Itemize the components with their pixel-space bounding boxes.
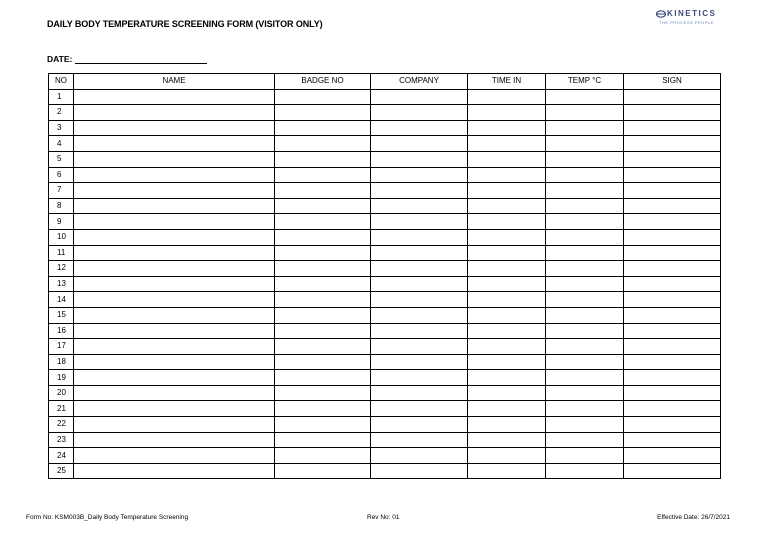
header-sign: SIGN (624, 74, 721, 90)
kinetics-logo-icon (656, 10, 666, 18)
date-input-line[interactable] (75, 55, 207, 64)
cell-badge-no[interactable] (275, 183, 371, 199)
header-company: COMPANY (371, 74, 468, 90)
cell-temp[interactable] (546, 276, 624, 292)
cell-sign[interactable] (624, 370, 721, 386)
row-number: 10 (49, 229, 74, 245)
logo-tagline: THE PROCESS PEOPLE (659, 20, 714, 25)
cell-name[interactable] (74, 245, 275, 261)
cell-company[interactable] (371, 292, 468, 308)
cell-name[interactable] (74, 354, 275, 370)
cell-name[interactable] (74, 292, 275, 308)
cell-sign[interactable] (624, 307, 721, 323)
row-number: 20 (49, 385, 74, 401)
cell-sign[interactable] (624, 261, 721, 277)
cell-badge-no[interactable] (275, 401, 371, 417)
header-badge-no: BADGE NO (275, 74, 371, 90)
row-number: 21 (49, 401, 74, 417)
footer-rev-no: Rev No: 01 (367, 514, 400, 521)
cell-company[interactable] (371, 354, 468, 370)
table-row (49, 167, 721, 183)
row-number: 18 (49, 354, 74, 370)
cell-sign[interactable] (624, 417, 721, 433)
table-row (49, 370, 721, 386)
cell-sign[interactable] (624, 198, 721, 214)
table-row (49, 151, 721, 167)
cell-time-in[interactable] (468, 448, 546, 464)
cell-badge-no[interactable] (275, 432, 371, 448)
cell-company[interactable] (371, 229, 468, 245)
cell-name[interactable] (74, 401, 275, 417)
cell-sign[interactable] (624, 448, 721, 464)
cell-sign[interactable] (624, 151, 721, 167)
cell-sign[interactable] (624, 463, 721, 479)
cell-temp[interactable] (546, 354, 624, 370)
table-row (49, 401, 721, 417)
cell-time-in[interactable] (468, 292, 546, 308)
cell-badge-no[interactable] (275, 354, 371, 370)
cell-temp[interactable] (546, 339, 624, 355)
cell-sign[interactable] (624, 214, 721, 230)
cell-company[interactable] (371, 339, 468, 355)
cell-company[interactable] (371, 167, 468, 183)
cell-temp[interactable] (546, 136, 624, 152)
cell-temp[interactable] (546, 323, 624, 339)
cell-temp[interactable] (546, 261, 624, 277)
cell-sign[interactable] (624, 245, 721, 261)
cell-name[interactable] (74, 417, 275, 433)
cell-badge-no[interactable] (275, 245, 371, 261)
cell-sign[interactable] (624, 401, 721, 417)
cell-temp[interactable] (546, 245, 624, 261)
cell-sign[interactable] (624, 183, 721, 199)
cell-name[interactable] (74, 183, 275, 199)
date-label: DATE: (47, 54, 73, 64)
row-number: 16 (49, 323, 74, 339)
cell-time-in[interactable] (468, 370, 546, 386)
cell-name[interactable] (74, 323, 275, 339)
cell-name[interactable] (74, 214, 275, 230)
cell-temp[interactable] (546, 105, 624, 121)
table-row (49, 229, 721, 245)
row-number: 19 (49, 370, 74, 386)
cell-badge-no[interactable] (275, 151, 371, 167)
cell-badge-no[interactable] (275, 448, 371, 464)
cell-temp[interactable] (546, 417, 624, 433)
cell-name[interactable] (74, 167, 275, 183)
cell-temp[interactable] (546, 307, 624, 323)
cell-badge-no[interactable] (275, 136, 371, 152)
cell-badge-no[interactable] (275, 229, 371, 245)
header-name: NAME (74, 74, 275, 90)
cell-temp[interactable] (546, 448, 624, 464)
cell-temp[interactable] (546, 183, 624, 199)
cell-sign[interactable] (624, 167, 721, 183)
footer-effective-date: Effective Date: 26/7/2021 (657, 514, 730, 521)
table-row (49, 198, 721, 214)
table-row (49, 183, 721, 199)
table-row (49, 307, 721, 323)
cell-sign[interactable] (624, 276, 721, 292)
header-no: NO (49, 74, 74, 90)
cell-badge-no[interactable] (275, 120, 371, 136)
cell-time-in[interactable] (468, 463, 546, 479)
cell-company[interactable] (371, 214, 468, 230)
cell-company[interactable] (371, 245, 468, 261)
row-number: 24 (49, 448, 74, 464)
table-row (49, 432, 721, 448)
cell-name[interactable] (74, 370, 275, 386)
row-number: 17 (49, 339, 74, 355)
cell-company[interactable] (371, 323, 468, 339)
cell-time-in[interactable] (468, 261, 546, 277)
cell-name[interactable] (74, 229, 275, 245)
cell-time-in[interactable] (468, 307, 546, 323)
cell-temp[interactable] (546, 120, 624, 136)
cell-name[interactable] (74, 89, 275, 105)
form-title: DAILY BODY TEMPERATURE SCREENING FORM (VISITOR ONLY) (47, 19, 323, 29)
cell-company[interactable] (371, 401, 468, 417)
table-row (49, 292, 721, 308)
cell-badge-no[interactable] (275, 198, 371, 214)
logo-brand-text: KINETICS (667, 9, 717, 18)
row-number: 14 (49, 292, 74, 308)
cell-temp[interactable] (546, 214, 624, 230)
table-row (49, 448, 721, 464)
cell-name[interactable] (74, 448, 275, 464)
cell-company[interactable] (371, 432, 468, 448)
cell-company[interactable] (371, 120, 468, 136)
table-row (49, 339, 721, 355)
cell-sign[interactable] (624, 136, 721, 152)
cell-time-in[interactable] (468, 105, 546, 121)
row-number: 23 (49, 432, 74, 448)
cell-badge-no[interactable] (275, 276, 371, 292)
table-row (49, 385, 721, 401)
cell-sign[interactable] (624, 432, 721, 448)
cell-name[interactable] (74, 105, 275, 121)
cell-time-in[interactable] (468, 183, 546, 199)
cell-time-in[interactable] (468, 417, 546, 433)
cell-company[interactable] (371, 183, 468, 199)
table-row (49, 105, 721, 121)
cell-time-in[interactable] (468, 136, 546, 152)
row-number: 22 (49, 417, 74, 433)
cell-company[interactable] (371, 89, 468, 105)
row-number: 25 (49, 463, 74, 479)
table-row (49, 214, 721, 230)
row-number: 9 (49, 214, 74, 230)
table-header-row (49, 74, 721, 90)
cell-badge-no[interactable] (275, 214, 371, 230)
cell-badge-no[interactable] (275, 307, 371, 323)
cell-temp[interactable] (546, 167, 624, 183)
table-row (49, 463, 721, 479)
cell-sign[interactable] (624, 229, 721, 245)
cell-temp[interactable] (546, 370, 624, 386)
row-number: 12 (49, 261, 74, 277)
cell-time-in[interactable] (468, 167, 546, 183)
cell-temp[interactable] (546, 463, 624, 479)
cell-badge-no[interactable] (275, 167, 371, 183)
cell-sign[interactable] (624, 323, 721, 339)
cell-sign[interactable] (624, 105, 721, 121)
cell-time-in[interactable] (468, 198, 546, 214)
date-field (47, 54, 207, 64)
cell-badge-no[interactable] (275, 292, 371, 308)
cell-time-in[interactable] (468, 89, 546, 105)
table-row (49, 120, 721, 136)
cell-time-in[interactable] (468, 245, 546, 261)
footer-form-no: Form No: KSM003B_Daily Body Temperature Screening (26, 514, 189, 521)
company-logo (656, 9, 722, 27)
row-number: 3 (49, 120, 74, 136)
table-row (49, 323, 721, 339)
cell-company[interactable] (371, 448, 468, 464)
table-row (49, 276, 721, 292)
cell-company[interactable] (371, 261, 468, 277)
row-number: 7 (49, 183, 74, 199)
cell-time-in[interactable] (468, 385, 546, 401)
cell-time-in[interactable] (468, 214, 546, 230)
row-number: 4 (49, 136, 74, 152)
cell-temp[interactable] (546, 151, 624, 167)
cell-company[interactable] (371, 307, 468, 323)
cell-time-in[interactable] (468, 229, 546, 245)
cell-time-in[interactable] (468, 339, 546, 355)
cell-temp[interactable] (546, 198, 624, 214)
cell-company[interactable] (371, 417, 468, 433)
cell-badge-no[interactable] (275, 385, 371, 401)
table-row (49, 417, 721, 433)
cell-company[interactable] (371, 370, 468, 386)
row-number: 5 (49, 151, 74, 167)
cell-name[interactable] (74, 198, 275, 214)
cell-temp[interactable] (546, 292, 624, 308)
cell-company[interactable] (371, 151, 468, 167)
cell-company[interactable] (371, 105, 468, 121)
cell-sign[interactable] (624, 292, 721, 308)
cell-sign[interactable] (624, 89, 721, 105)
cell-badge-no[interactable] (275, 339, 371, 355)
row-number: 1 (49, 89, 74, 105)
table-row (49, 136, 721, 152)
cell-badge-no[interactable] (275, 89, 371, 105)
cell-time-in[interactable] (468, 120, 546, 136)
cell-name[interactable] (74, 276, 275, 292)
cell-badge-no[interactable] (275, 261, 371, 277)
row-number: 6 (49, 167, 74, 183)
cell-name[interactable] (74, 339, 275, 355)
table-row (49, 89, 721, 105)
cell-company[interactable] (371, 463, 468, 479)
row-number: 8 (49, 198, 74, 214)
table-row (49, 261, 721, 277)
cell-sign[interactable] (624, 339, 721, 355)
cell-badge-no[interactable] (275, 370, 371, 386)
cell-company[interactable] (371, 136, 468, 152)
cell-temp[interactable] (546, 432, 624, 448)
cell-temp[interactable] (546, 401, 624, 417)
cell-badge-no[interactable] (275, 323, 371, 339)
screening-table (48, 73, 721, 479)
cell-badge-no[interactable] (275, 417, 371, 433)
cell-sign[interactable] (624, 354, 721, 370)
table-row (49, 245, 721, 261)
table-row (49, 354, 721, 370)
cell-time-in[interactable] (468, 323, 546, 339)
cell-name[interactable] (74, 151, 275, 167)
row-number: 2 (49, 105, 74, 121)
row-number: 13 (49, 276, 74, 292)
cell-time-in[interactable] (468, 276, 546, 292)
cell-name[interactable] (74, 136, 275, 152)
cell-name[interactable] (74, 261, 275, 277)
cell-time-in[interactable] (468, 354, 546, 370)
cell-time-in[interactable] (468, 401, 546, 417)
cell-badge-no[interactable] (275, 463, 371, 479)
cell-temp[interactable] (546, 89, 624, 105)
header-temp: TEMP °C (546, 74, 624, 90)
cell-time-in[interactable] (468, 151, 546, 167)
cell-time-in[interactable] (468, 432, 546, 448)
cell-name[interactable] (74, 432, 275, 448)
cell-name[interactable] (74, 120, 275, 136)
cell-name[interactable] (74, 385, 275, 401)
header-time-in: TIME IN (468, 74, 546, 90)
cell-temp[interactable] (546, 385, 624, 401)
cell-sign[interactable] (624, 385, 721, 401)
cell-name[interactable] (74, 463, 275, 479)
cell-temp[interactable] (546, 229, 624, 245)
cell-company[interactable] (371, 276, 468, 292)
cell-name[interactable] (74, 307, 275, 323)
cell-badge-no[interactable] (275, 105, 371, 121)
row-number: 11 (49, 245, 74, 261)
cell-company[interactable] (371, 198, 468, 214)
row-number: 15 (49, 307, 74, 323)
cell-company[interactable] (371, 385, 468, 401)
cell-sign[interactable] (624, 120, 721, 136)
